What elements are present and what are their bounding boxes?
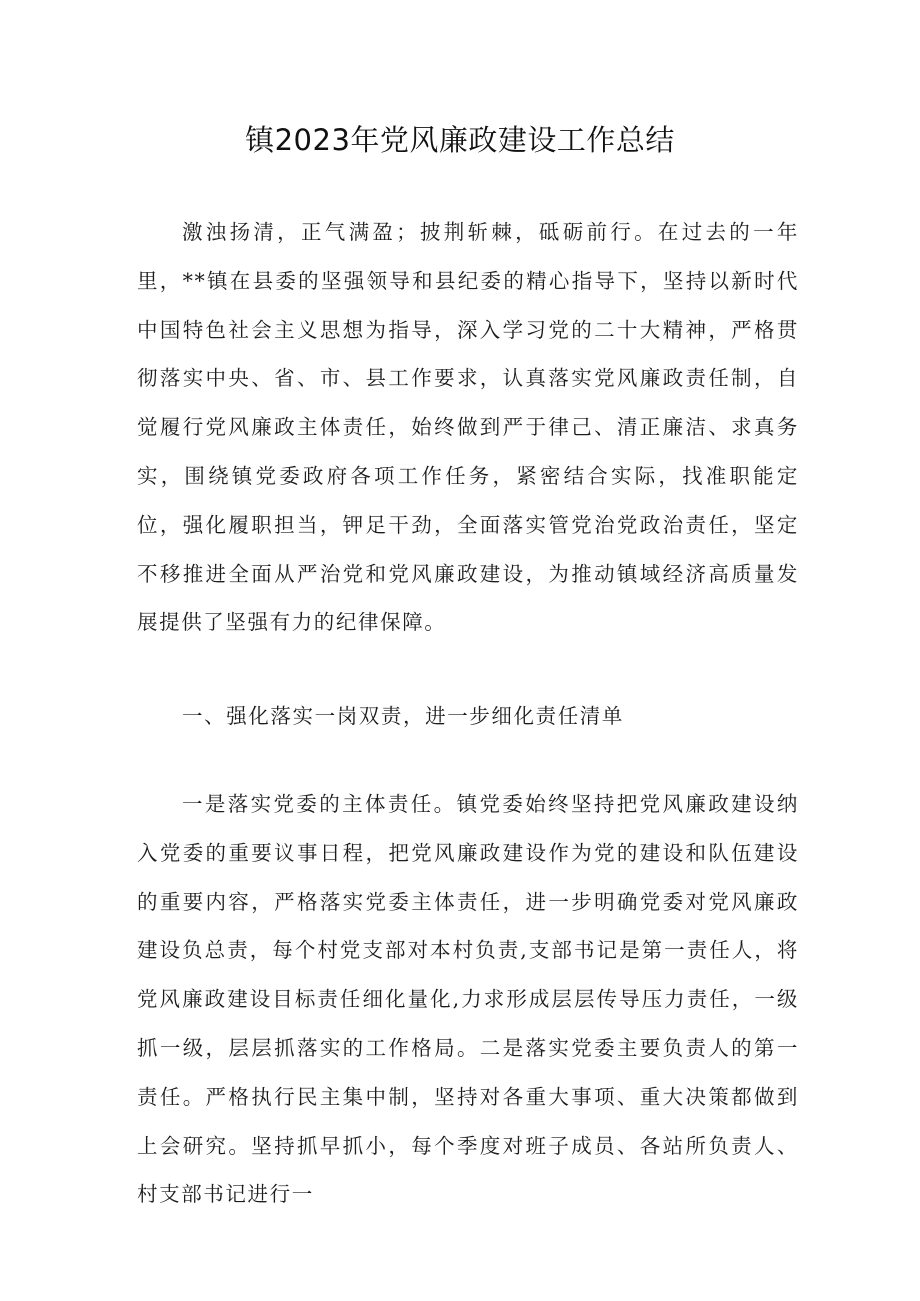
document-title: 镇2023年党风廉政建设工作总结	[245, 123, 675, 157]
intro-paragraph: 激浊扬清，正气满盈；披荆斩棘，砥砺前行。在过去的一年里，**镇在县委的坚强领导和县纪委的精心指导下，坚持以新时代中国特色社会主义思想为指导，深入学习党的二十大精神，严格贯彻落实中央、省、市、县工作要求，认真落实党风廉政责任制，自觉履行党风廉政主体责任，始终做到严于律己、清正廉洁、求真务实，围绕镇党委政府各项工作任务，紧密结合实际，找准职能定位，强化履职担当，钾足干劲，全面落实管党治党政治责任，坚定不移推进全面从严治党和党风廉政建设，为推动镇域经济高质量发展提供了坚强有力的纪律保障。	[137, 220, 799, 635]
section-heading: 一、强化落实一岗双责，进一步细化责任清单	[182, 704, 624, 728]
section-paragraph: 一是落实党委的主体责任。镇党委始终坚持把党风廉政建设纳入党委的重要议事日程，把党风廉政建设作为党的建设和队伍建设的重要内容，严格落实党委主体责任，进一步明确党委对党风廉政建设负总责，每个村党支部对本村负责,支部书记是第一责任人，将党风廉政建设目标责任细化量化,力求形成层层传导压力责任，一级抓一级，层层抓落实的工作格局。二是落实党委主要负责人的第一责任。严格执行民主集中制，坚持对各重大事项、重大决策都做到上会研究。坚持抓早抓小，每个季度对班子成员、各站所负责人、村支部书记进行一	[137, 792, 799, 1207]
